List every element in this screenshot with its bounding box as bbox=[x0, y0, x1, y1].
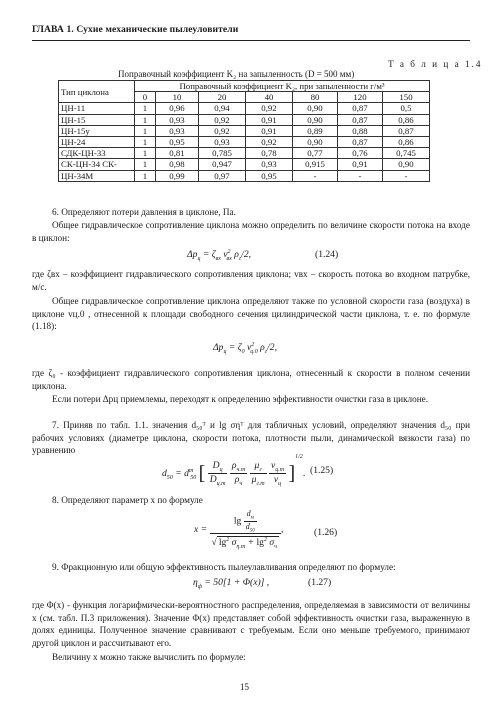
equation-1-27: $\eta_ф = 50[1 + \Phi(x)]$ , bbox=[193, 577, 270, 590]
coefficient-cell: 0,92 bbox=[246, 136, 293, 147]
coefficient-cell: 1 bbox=[135, 125, 156, 136]
coefficient-cell: 0,81 bbox=[156, 148, 199, 159]
header-rule bbox=[32, 40, 470, 41]
table-body bbox=[59, 103, 430, 181]
paragraph-total-resistance: Общее гидравлическое сопротивление циклона можно определить по величине скорости потока на входе в циклон: bbox=[32, 220, 470, 243]
step-7: 7. Приняв по табл. 1.1. значения d₅₀ᵀ и lg σηᵀ для табличных условий, определяют значения d₅₀ при рабочих условиях (диаметре циклона, скорости потока, плотности пыли, динамической вязкости газа) по уравнению bbox=[32, 420, 470, 456]
coefficient-cell: 0,89 bbox=[293, 125, 338, 136]
coefficient-cell: 0,90 bbox=[293, 136, 338, 147]
paragraph-phi-function: где Φ(x) - функция логарифмически-вероятностного распределения, определяемая в зависимости от величины x (см. табл. П.3 приложения). Значение Φ(x) представляет собой эффективность очистки газа, выраженную в долях единицы. Полученное значение сравнивают с требуемым. Если оно меньше требуемого, принимают другой циклон и рассчитывают его. bbox=[32, 600, 470, 648]
coefficient-cell: - bbox=[383, 170, 430, 181]
eq-number-1-25: (1.25) bbox=[310, 465, 334, 476]
coefficient-cell: 0,86 bbox=[383, 114, 430, 125]
paragraph-acceptable-losses: Если потери Δpц приемлемы, переходят к определению эффективности очистки газа в циклоне. bbox=[52, 394, 429, 404]
equation-1-24: $\Delta p_ц = \zeta_{вх}$ $v^2_{вх}$ $\rho_г/2$, bbox=[187, 249, 252, 263]
coefficient-cell: 0,91 bbox=[338, 159, 383, 170]
table-row bbox=[59, 159, 430, 170]
dust-cell: 80 bbox=[293, 92, 338, 103]
coefficient-cell: 0,90 bbox=[293, 103, 338, 114]
coefficient-cell: 1 bbox=[135, 148, 156, 159]
table-header-row bbox=[59, 81, 430, 92]
table-row bbox=[59, 114, 430, 125]
dust-cell: 40 bbox=[246, 92, 293, 103]
col-header-group: Поправочный коэффициент K₂, при запыленности г/м³ bbox=[135, 81, 430, 92]
table-row bbox=[59, 170, 430, 181]
cyclone-type-cell: ЦН-15 bbox=[59, 114, 135, 125]
chapter-header: ГЛАВА 1. Сухие механические пылеуловители bbox=[32, 24, 239, 35]
coefficient-table bbox=[58, 80, 430, 182]
coefficient-cell: 1 bbox=[135, 159, 156, 170]
coefficient-cell: 0,87 bbox=[383, 125, 430, 136]
paragraph-zeta-definition: где ζвх – коэффициент гидравлического сопротивления циклона; vвх – скорость потока во входном патрубке, м/с. bbox=[32, 269, 470, 292]
dust-cell: 120 bbox=[338, 92, 383, 103]
coefficient-cell: 0,97 bbox=[199, 170, 246, 181]
coefficient-cell: 0,78 bbox=[246, 148, 293, 159]
eq-number-1-26: (1.26) bbox=[314, 527, 338, 538]
cyclone-type-cell: СДК-ЦН-33 bbox=[59, 148, 135, 159]
coefficient-cell: - bbox=[338, 170, 383, 181]
coefficient-cell: 0,745 bbox=[383, 148, 430, 159]
eq-number-1-24: (1.24) bbox=[315, 249, 339, 260]
dust-cell: 0 bbox=[135, 92, 156, 103]
coefficient-cell: 0,90 bbox=[383, 159, 430, 170]
coefficient-cell: 0,93 bbox=[156, 125, 199, 136]
coefficient-cell: 0,915 bbox=[293, 159, 338, 170]
coefficient-cell: 0,5 bbox=[383, 103, 430, 114]
coefficient-cell: 0,98 bbox=[156, 159, 199, 170]
step-8: 8. Определяют параметр x по формуле bbox=[52, 495, 203, 505]
step-9: 9. Фракционную или общую эффективность пылеулавливания определяют по формуле: bbox=[52, 562, 396, 572]
table-row bbox=[59, 136, 430, 147]
coefficient-cell: 0,785 bbox=[199, 148, 246, 159]
coefficient-cell: 0,87 bbox=[338, 114, 383, 125]
col-header-name: Тип циклона bbox=[59, 81, 135, 103]
coefficient-cell: 1 bbox=[135, 114, 156, 125]
coefficient-cell: 1 bbox=[135, 170, 156, 181]
coefficient-cell: 0,92 bbox=[199, 125, 246, 136]
coefficient-cell: - bbox=[293, 170, 338, 181]
paragraph-conditional-velocity: Общее гидравлическое сопротивление циклона определяют также по условной скорости газа (воздуха) в циклоне vц.0 , отнесенной к площади свободного сечения цилиндрической части циклона, т. е. по формуле (1.18): bbox=[32, 296, 470, 332]
coefficient-cell: 1 bbox=[135, 103, 156, 114]
table-row bbox=[59, 148, 430, 159]
equation-1-18: $\Delta p_ц = \zeta_0$ $v^2_{ц.0}$ $\rho_г/2$, bbox=[213, 342, 277, 356]
table-caption: Поправочный коэффициент K₂ на запыленность (D = 500 мм) bbox=[118, 69, 355, 79]
cyclone-type-cell: ЦН-24 bbox=[59, 136, 135, 147]
coefficient-cell: 0,95 bbox=[246, 170, 293, 181]
dust-cell: 150 bbox=[383, 92, 430, 103]
equation-1-25: $d_{50} = d^т_{50}$ [ $\frac{D_ц}{D_{ц.т}}$ $\frac{\rho_{ч.т}}{\rho_ч}$ $\frac{\mu_г}{\mu_{г.т}}$ $\frac{v_{ц.т}}{v_ц}$ ]$^{1/2}$. bbox=[162, 454, 306, 488]
coefficient-cell: 0,77 bbox=[293, 148, 338, 159]
equation-1-26: x = lg $\frac{d_м}{d_{50}}$ √ $\lg^2 \sigma_{\eta.т} + \lg^2 \sigma_ч$ , bbox=[194, 509, 284, 551]
step-6: 6. Определяют потери давления в циклоне, Па. bbox=[52, 207, 236, 217]
cyclone-type-cell: ЦН-11 bbox=[59, 103, 135, 114]
cyclone-type-cell: ЦН-34М bbox=[59, 170, 135, 181]
coefficient-cell: 0,947 bbox=[199, 159, 246, 170]
coefficient-cell: 0,87 bbox=[338, 103, 383, 114]
coefficient-cell: 0,90 bbox=[293, 114, 338, 125]
table-number: Т а б л и ц а 1.4 bbox=[388, 59, 483, 69]
coefficient-cell: 0,92 bbox=[246, 103, 293, 114]
table-row bbox=[59, 125, 430, 136]
paragraph-zeta0-definition: где ζ₀ - коэффициент гидравлического сопротивления циклона, отнесенный к скорости в полном сечении циклона. bbox=[32, 368, 470, 391]
paragraph-x-alternative: Величину x можно также вычислить по формуле: bbox=[52, 652, 246, 662]
coefficient-cell: 0,94 bbox=[199, 103, 246, 114]
cyclone-type-cell: СК-ЦН-34 СК- bbox=[59, 159, 135, 170]
coefficient-cell: 0,93 bbox=[246, 159, 293, 170]
coefficient-cell: 0,87 bbox=[338, 136, 383, 147]
coefficient-cell: 1 bbox=[135, 136, 156, 147]
dust-cell: 10 bbox=[156, 92, 199, 103]
coefficient-cell: 0,88 bbox=[338, 125, 383, 136]
dust-cell: 20 bbox=[199, 92, 246, 103]
coefficient-cell: 0,92 bbox=[199, 114, 246, 125]
coefficient-cell: 0,86 bbox=[383, 136, 430, 147]
coefficient-cell: 0,91 bbox=[246, 114, 293, 125]
cyclone-type-cell: ЦН-15у bbox=[59, 125, 135, 136]
table-row bbox=[59, 103, 430, 114]
coefficient-cell: 0,91 bbox=[246, 125, 293, 136]
page-number: 15 bbox=[240, 682, 249, 692]
coefficient-cell: 0,76 bbox=[338, 148, 383, 159]
coefficient-cell: 0,93 bbox=[156, 114, 199, 125]
coefficient-cell: 0,95 bbox=[156, 136, 199, 147]
coefficient-cell: 0,93 bbox=[199, 136, 246, 147]
eq-number-1-27: (1.27) bbox=[308, 577, 332, 588]
coefficient-cell: 0,99 bbox=[156, 170, 199, 181]
coefficient-cell: 0,96 bbox=[156, 103, 199, 114]
